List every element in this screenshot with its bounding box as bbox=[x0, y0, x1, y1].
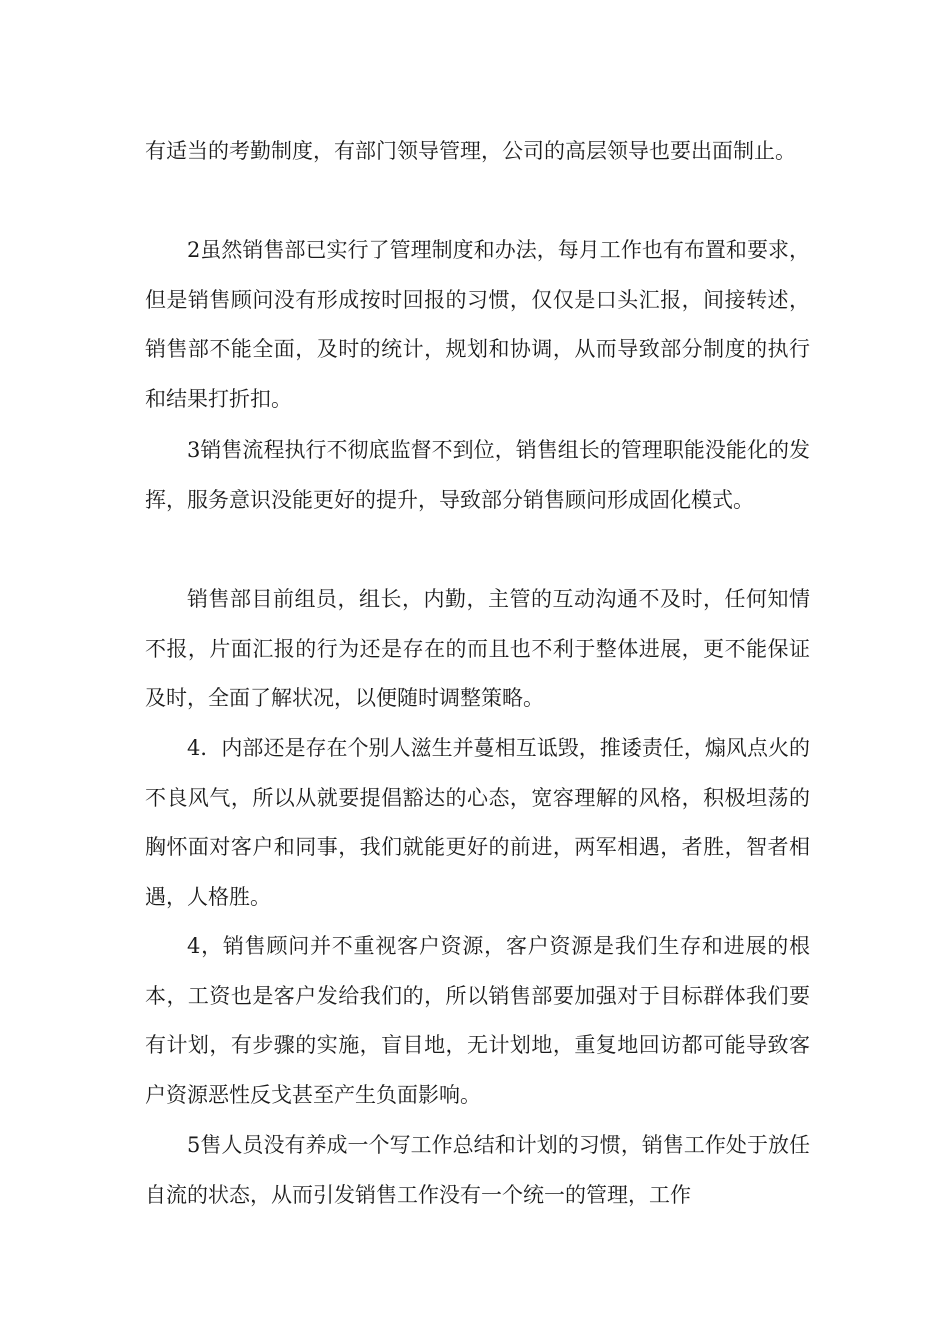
paragraph-1: 有适当的考勤制度，有部门领导管理，公司的高层领导也要出面制止。 bbox=[145, 139, 796, 163]
paragraph-6: 4，销售顾问并不重视客户资源，客户资源是我们生存和进展的根本，工资也是客户发给我们的，所以销售部要加强对于目标群体我们要有计划，有步骤的实施，盲目地，无计划地，重复地回访都可能导致客户资源恶性反戈甚至产生负面影响。 bbox=[145, 934, 810, 1107]
paragraph-5: 4．内部还是存在个别人滋生并蔓相互诋毁，推诿责任，煽风点火的不良风气，所以从就要提倡豁达的心态，宽容理解的风格，积极坦荡的胸怀面对客户和同事，我们就能更好的前进，两军相遇，者胜，智者相遇，人格胜。 bbox=[145, 736, 810, 909]
paragraph-7: 5售人员没有养成一个写工作总结和计划的习惯，销售工作处于放任自流的状态，从而引发销售工作没有一个统一的管理，工作 bbox=[145, 1133, 810, 1207]
paragraph-2: 2虽然销售部已实行了管理制度和办法，每月工作也有布置和要求，但是销售顾问没有形成按时回报的习惯，仅仅是口头汇报，间接转述，销售部不能全面，及时的统计，规划和协调，从而导致部分制度的执行和结果打折扣。 bbox=[145, 238, 810, 411]
paragraph-3: 3销售流程执行不彻底监督不到位，销售组长的管理职能没能化的发挥，服务意识没能更好的提升，导致部分销售顾问形成固化模式。 bbox=[145, 438, 810, 512]
paragraph-4: 销售部目前组员，组长，内勤，主管的互动沟通不及时，任何知情不报，片面汇报的行为还是存在的而且也不利于整体进展，更不能保证及时，全面了解状况，以便随时调整策略。 bbox=[145, 587, 810, 710]
